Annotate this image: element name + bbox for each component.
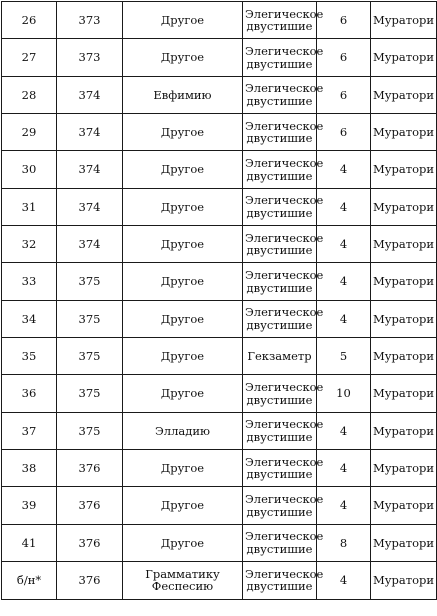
year-cell: 374 — [57, 226, 123, 263]
source-cell: Муратори — [371, 338, 437, 375]
table-row — [2, 151, 437, 188]
addressee-cell: Другое — [123, 375, 243, 412]
meter-line: Элегическое — [245, 454, 324, 469]
source-cell: Муратори — [371, 375, 437, 412]
meter-cell — [243, 151, 324, 188]
meter-line: Элегическое — [245, 118, 324, 133]
poem-number-cell: 26 — [2, 2, 57, 39]
source-cell: Муратори — [371, 487, 437, 524]
poem-number-cell: 32 — [2, 226, 57, 263]
table-row — [2, 39, 437, 76]
meter-line: двустишие — [246, 467, 313, 482]
meter-line: двустишие — [246, 243, 313, 258]
addressee-cell: Элладию — [123, 412, 243, 449]
year-cell: 376 — [57, 487, 123, 524]
meter-cell — [243, 524, 324, 561]
year-cell: 375 — [57, 338, 123, 375]
table-row — [2, 487, 437, 524]
table-row — [2, 2, 437, 39]
table-row — [2, 412, 437, 449]
line-count-cell: 5 — [317, 338, 371, 375]
year-cell: 375 — [57, 412, 123, 449]
addressee-cell: Другое — [123, 188, 243, 225]
line-count-cell: 6 — [317, 39, 371, 76]
addressee-cell: Другое — [123, 487, 243, 524]
line-count-cell: 4 — [317, 412, 371, 449]
poem-number-cell: 36 — [2, 375, 57, 412]
poem-number-cell: 33 — [2, 263, 57, 300]
meter-line: двустишие — [246, 168, 313, 183]
meter-line: Элегическое — [245, 193, 324, 208]
source-cell: Муратори — [371, 226, 437, 263]
meter-line: Элегическое — [245, 156, 324, 171]
meter-line: двустишие — [246, 504, 313, 519]
addressee-cell: Другое — [123, 2, 243, 39]
table-row — [2, 562, 437, 599]
source-cell: Муратори — [371, 412, 437, 449]
meter-line: двустишие — [246, 93, 313, 108]
poem-number-cell: 27 — [2, 39, 57, 76]
source-cell: Муратори — [371, 263, 437, 300]
meter-line: Элегическое — [245, 44, 324, 59]
source-cell: Муратори — [371, 524, 437, 561]
poem-number-cell: 29 — [2, 114, 57, 151]
poems-table — [1, 1, 437, 600]
meter-line: Элегическое — [245, 529, 324, 544]
year-cell: 375 — [57, 263, 123, 300]
line-count-cell: 10 — [317, 375, 371, 412]
meter-line: двустишие — [246, 317, 313, 332]
meter-line: Элегическое — [245, 566, 324, 581]
meter-cell — [243, 300, 324, 337]
source-cell: Муратори — [371, 76, 437, 113]
meter-cell — [243, 39, 324, 76]
source-cell: Муратори — [371, 2, 437, 39]
meter-line: двустишие — [246, 579, 313, 594]
poem-number-cell: 38 — [2, 450, 57, 487]
source-cell: Муратори — [371, 114, 437, 151]
meter-cell — [243, 562, 324, 599]
table-row — [2, 76, 437, 113]
line-count-cell: 4 — [317, 300, 371, 337]
year-cell: 374 — [57, 114, 123, 151]
year-cell: 376 — [57, 562, 123, 599]
addressee-cell: Другое — [123, 39, 243, 76]
meter-line: Элегическое — [245, 230, 324, 245]
table-row — [2, 300, 437, 337]
meter-line: Элегическое — [245, 492, 324, 507]
meter-line: Элегическое — [245, 6, 324, 21]
poem-number-cell: 30 — [2, 151, 57, 188]
addressee-cell: Другое — [123, 226, 243, 263]
line-count-cell: 4 — [317, 226, 371, 263]
addressee-cell: Другое — [123, 151, 243, 188]
meter-line: двустишие — [246, 392, 313, 407]
addressee-cell: Другое — [123, 450, 243, 487]
meter-line: двустишие — [246, 131, 313, 146]
line-count-cell: 4 — [317, 450, 371, 487]
line-count-cell: 8 — [317, 524, 371, 561]
line-count-cell: 6 — [317, 76, 371, 113]
year-cell: 374 — [57, 76, 123, 113]
poem-number-cell: 31 — [2, 188, 57, 225]
poem-number-cell: б/н* — [2, 562, 57, 599]
source-cell: Муратори — [371, 300, 437, 337]
line-count-cell: 4 — [317, 151, 371, 188]
addressee-cell: Другое — [123, 300, 243, 337]
meter-line: Элегическое — [245, 380, 324, 395]
source-cell: Муратори — [371, 562, 437, 599]
meter-cell — [243, 114, 324, 151]
meter-cell — [243, 76, 324, 113]
meter-cell — [243, 2, 324, 39]
addressee-cell: Другое — [123, 338, 243, 375]
meter-line: двустишие — [246, 19, 313, 34]
year-cell: 374 — [57, 188, 123, 225]
meter-cell — [243, 412, 324, 449]
meter-line: Элегическое — [245, 268, 324, 283]
source-cell: Муратори — [371, 151, 437, 188]
poem-number-cell: 35 — [2, 338, 57, 375]
line-count-cell: 6 — [317, 2, 371, 39]
table-row — [2, 375, 437, 412]
addressee-cell: Другое — [123, 114, 243, 151]
table-row — [2, 338, 437, 375]
meter-cell — [243, 487, 324, 524]
poem-number-cell: 37 — [2, 412, 57, 449]
table-row — [2, 524, 437, 561]
source-cell: Муратори — [371, 39, 437, 76]
addressee-cell: Грамматику Феспесию — [123, 562, 243, 599]
meter-line: двустишие — [246, 205, 313, 220]
meter-cell — [243, 375, 324, 412]
addressee-cell: Другое — [123, 524, 243, 561]
meter-cell — [243, 338, 317, 375]
meter-cell — [243, 263, 324, 300]
line-count-cell: 4 — [317, 188, 371, 225]
meter-line: Элегическое — [245, 417, 324, 432]
source-cell: Муратори — [371, 450, 437, 487]
meter-line: Элегическое — [245, 81, 324, 96]
poem-number-cell: 41 — [2, 524, 57, 561]
poem-number-cell: 34 — [2, 300, 57, 337]
meter-line: двустишие — [246, 56, 313, 71]
meter-line: двустишие — [246, 541, 313, 556]
year-cell: 373 — [57, 39, 123, 76]
year-cell: 373 — [57, 2, 123, 39]
table-row — [2, 226, 437, 263]
meter-line: двустишие — [246, 429, 313, 444]
source-cell: Муратори — [371, 188, 437, 225]
meter-cell — [243, 188, 324, 225]
line-count-cell: 4 — [317, 562, 371, 599]
poem-number-cell: 39 — [2, 487, 57, 524]
poem-number-cell: 28 — [2, 76, 57, 113]
addressee-cell: Евфимию — [123, 76, 243, 113]
line-count-cell: 6 — [317, 114, 371, 151]
year-cell: 376 — [57, 450, 123, 487]
table-body — [2, 2, 437, 600]
meter-line: Элегическое — [245, 305, 324, 320]
addressee-cell: Другое — [123, 263, 243, 300]
table-row — [2, 263, 437, 300]
line-count-cell: 4 — [317, 487, 371, 524]
meter-cell — [243, 450, 324, 487]
year-cell: 374 — [57, 151, 123, 188]
meter-line: Гекзаметр — [247, 349, 312, 364]
year-cell: 375 — [57, 300, 123, 337]
year-cell: 375 — [57, 375, 123, 412]
table-row — [2, 114, 437, 151]
meter-line: двустишие — [246, 280, 313, 295]
year-cell: 376 — [57, 524, 123, 561]
meter-cell — [243, 226, 324, 263]
table-row — [2, 188, 437, 225]
table-row — [2, 450, 437, 487]
line-count-cell: 4 — [317, 263, 371, 300]
